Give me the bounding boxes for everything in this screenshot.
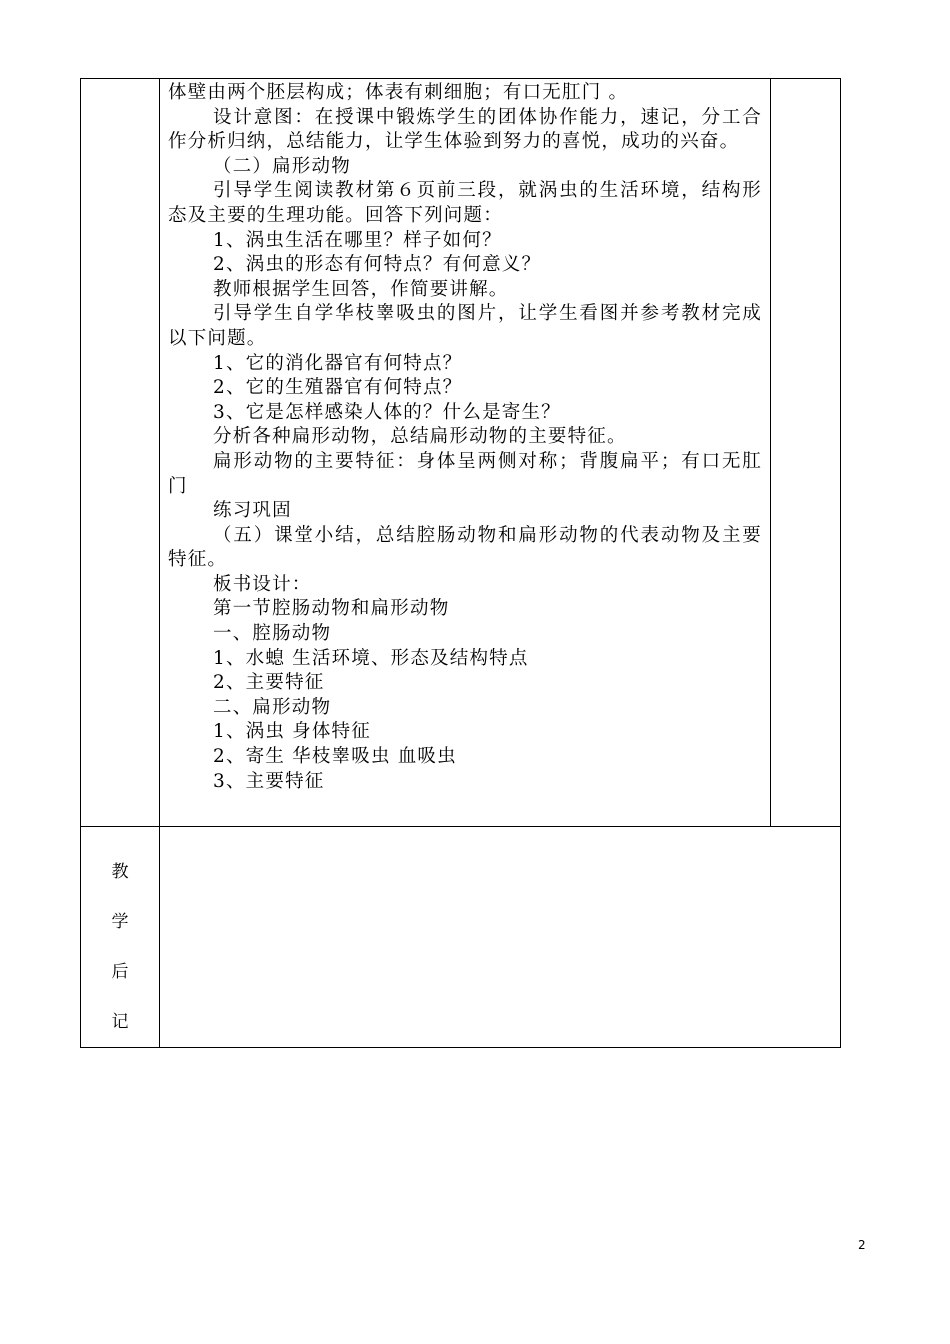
notes-label-char: 教 [111,862,129,882]
right-empty-cell [771,79,841,827]
teaching-notes-row [81,827,841,1048]
page-number: 2 [858,1238,866,1252]
teaching-notes-label-cell [81,827,160,1048]
lesson-paragraph: 设计意图：在授课中锻炼学生的团体协作能力，速记，分工合作分析归纳，总结能力，让学生体验到努力的喜悦，成功的兴奋。 [168,106,762,153]
notes-label-char: 学 [111,912,129,932]
lesson-paragraph: 体壁由两个胚层构成；体表有刺细胞；有口无肛门 。 [168,82,629,103]
lesson-paragraph: 1、涡虫 身体特征 [213,721,371,743]
lesson-paragraph: 引导学生阅读教材第６页前三段，就涡虫的生活环境，结构形态及主要的生理功能。回答下列问题： [168,180,762,226]
lesson-paragraph: 1、涡虫生活在哪里？样子如何？ [213,229,502,251]
notes-label-char: 后 [111,962,129,982]
lesson-paragraph: 3、主要特征 [213,770,325,792]
lesson-paragraph: 分析各种扁形动物，总结扁形动物的主要特征。 [213,426,627,448]
lesson-content-cell [160,79,771,827]
lesson-paragraph: 1、它的消化器官有何特点？ [213,352,463,374]
lesson-paragraph: 第一节腔肠动物和扁形动物 [213,598,450,620]
lesson-body-text [160,79,770,794]
lesson-paragraph: 练习巩固 [213,500,292,522]
lesson-paragraph: 2、它的生殖器官有何特点？ [213,377,463,399]
lesson-plan-table [80,78,841,1048]
notes-label-char: 记 [111,1012,129,1032]
lesson-paragraph: 2、主要特征 [213,672,325,694]
lesson-paragraph: 扁形动物的主要特征：身体呈两侧对称；背腹扁平；有口无肛门 [168,450,762,497]
teaching-notes-label [81,827,159,1047]
lesson-paragraph: 教师根据学生回答，作简要讲解。 [213,278,509,300]
lesson-paragraph: 引导学生自学华枝睾吸虫的图片，让学生看图并参考教材完成以下问题。 [168,303,762,349]
lesson-paragraph: （五）课堂小结，总结腔肠动物和扁形动物的代表动物及主要特征。 [168,524,762,571]
lesson-paragraph: 1、水螅 生活环境、形态及结构特点 [213,647,529,669]
teaching-notes-cell [160,827,841,1048]
lesson-content-row [81,79,841,827]
left-empty-cell [81,79,160,827]
lesson-paragraph: 3、它是怎样感染人体的？什么是寄生？ [213,401,561,423]
lesson-paragraph: 2、寄生 华枝睾吸虫 血吸虫 [213,746,457,768]
lesson-paragraph: 板书设计： [213,573,312,595]
lesson-paragraph: 一、腔肠动物 [213,623,332,645]
lesson-paragraph: （二）扁形动物 [213,155,351,177]
lesson-paragraph: 2、涡虫的形态有何特点？有何意义？ [213,254,542,276]
lesson-paragraph: 二、扁形动物 [213,696,332,718]
